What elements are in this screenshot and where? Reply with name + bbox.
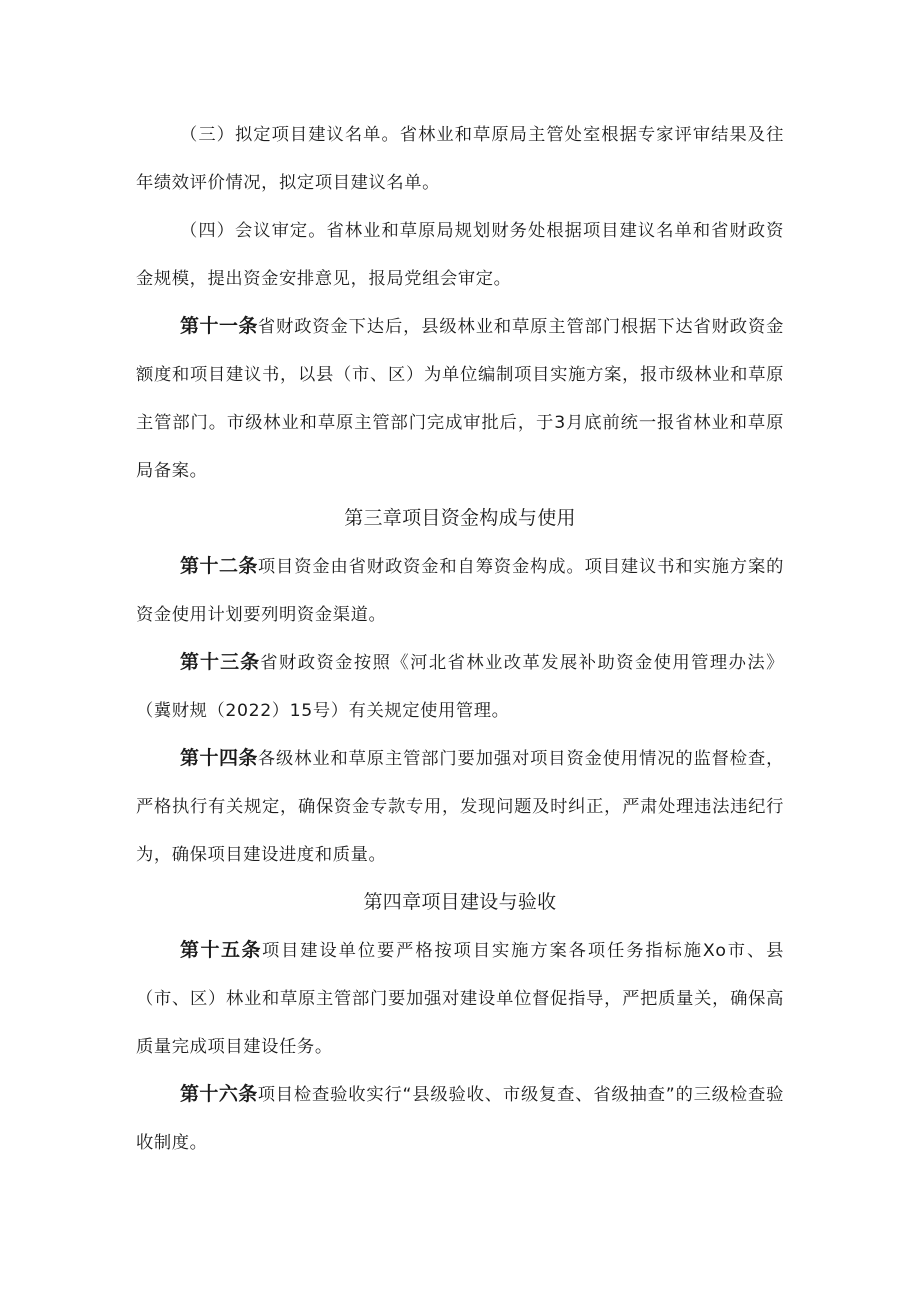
paragraph-text: 项目建设单位要严格按项目实施方案各项任务指标施Xo市、县（市、区）林业和草原主管部门要加强对建设单位督促指导，严把质量关，确保高质量完成项目建设任务。 [136,941,784,1057]
paragraph-text: 各级林业和草原主管部门要加强对项目资金使用情况的监督检查，严格执行有关规定，确保资金专款专用，发现问题及时纠正，严肃处理违法违纪行为，确保项目建设进度和质量。 [136,749,784,865]
article-14 [136,734,784,879]
paragraph-item-4 [136,206,784,303]
paragraph-text: 项目资金由省财政资金和自筹资金构成。项目建议书和实施方案的资金使用计划要列明资金渠道。 [136,557,784,625]
article-number: 第十二条 [180,555,258,577]
article-number: 第十六条 [180,1083,258,1105]
chapter-heading-3: 第三章项目资金构成与使用 [344,507,576,529]
paragraph-text: （三）拟定项目建议名单。省林业和草原局主管处室根据专家评审结果及往年绩效评价情况，拟定项目建议名单。 [136,125,784,193]
article-number: 第十三条 [180,651,261,673]
paragraph-text: 项目检查验收实行“县级验收、市级复查、省级抽查”的三级检查验收制度。 [136,1085,784,1153]
paragraph-item-3 [136,110,784,207]
article-12 [136,542,784,639]
paragraph-text: 省财政资金下达后，县级林业和草原主管部门根据下达省财政资金额度和项目建议书，以县（市、区）为单位编制项目实施方案，报市级林业和草原主管部门。市级林业和草原主管部门完成审批后，于3月底前统一报省林业和草原局备案。 [136,317,784,481]
article-number: 第十五条 [180,939,262,961]
article-number: 第十四条 [180,747,258,769]
article-number: 第十一条 [180,315,258,337]
article-16 [136,1070,784,1167]
paragraph-text: 省财政资金按照《河北省林业改革发展补助资金使用管理办法》（冀财规（2022）15号）有关规定使用管理。 [136,653,784,721]
article-13 [136,638,784,735]
article-15 [136,926,784,1071]
paragraph-text: （四）会议审定。省林业和草原局规划财务处根据项目建议名单和省财政资金规模，提出资金安排意见，报局党组会审定。 [136,221,784,289]
chapter-heading-4: 第四章项目建设与验收 [363,891,557,913]
article-11 [136,302,784,495]
